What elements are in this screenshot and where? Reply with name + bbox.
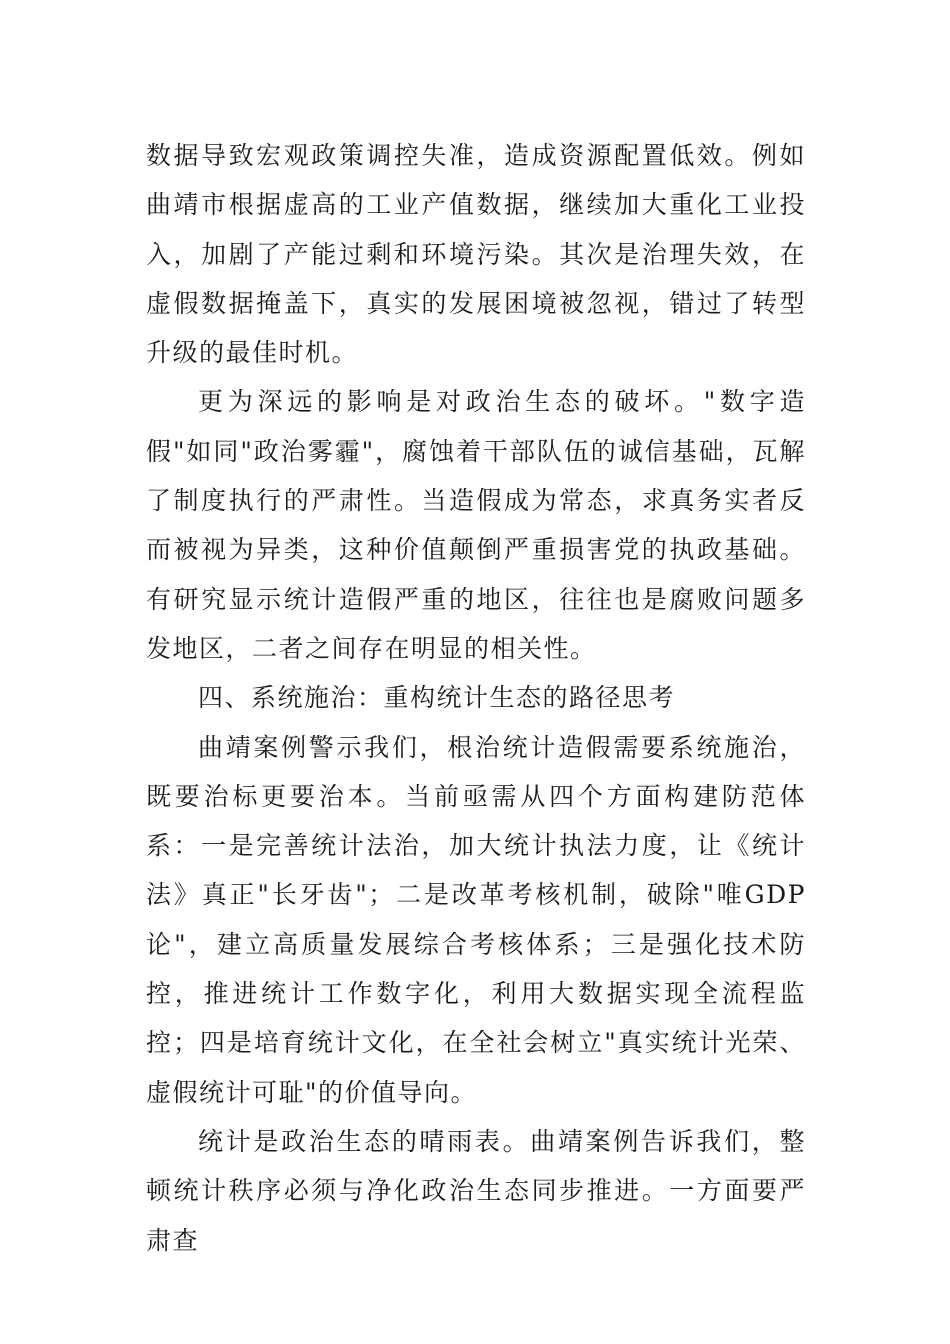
section-heading: 四、系统施治：重构统计生态的路径思考 — [198, 683, 676, 713]
paragraph-continuation: 数据导致宏观政策调控失准，造成资源配置低效。例如曲靖市根据虚高的工业产值数据，继续加大重化工业投入，加剧了产能过剩和环境污染。其次是治理失效，在虚假数据掩盖下，真实的发展困境被忽视，错过了转型升级的最佳时机。 — [146, 141, 806, 368]
document-body — [146, 131, 806, 1265]
paragraph-political-ecology: 更为深远的影响是对政治生态的破坏。"数字造假"如同"政治雾霾"，腐蚀着干部队伍的诚信基础，瓦解了制度执行的严肃性。当造假成为常态，求真务实者反而被视为异类，这种价值颠倒严重损害党的执政基础。有研究显示统计造假严重的地区，往往也是腐败问题多发地区，二者之间存在明显的相关性。 — [146, 387, 806, 663]
paragraph-conclusion: 统计是政治生态的晴雨表。曲靖案例告诉我们，整顿统计秩序必须与净化政治生态同步推进。一方面要严肃查 — [146, 1126, 806, 1255]
paragraph-systematic-governance: 曲靖案例警示我们，根治统计造假需要系统施治，既要治标更要治本。当前亟需从四个方面构建防范体系：一是完善统计法治，加大统计执法力度，让《统计法》真正"长牙齿"；二是改革考核机制，破除"唯GDP论"，建立高质量发展综合考核体系；三是强化技术防控，推进统计工作数字化，利用大数据实现全流程监控；四是培育统计文化，在全社会树立"真实统计光荣、虚假统计可耻"的价值导向。 — [146, 732, 806, 1107]
